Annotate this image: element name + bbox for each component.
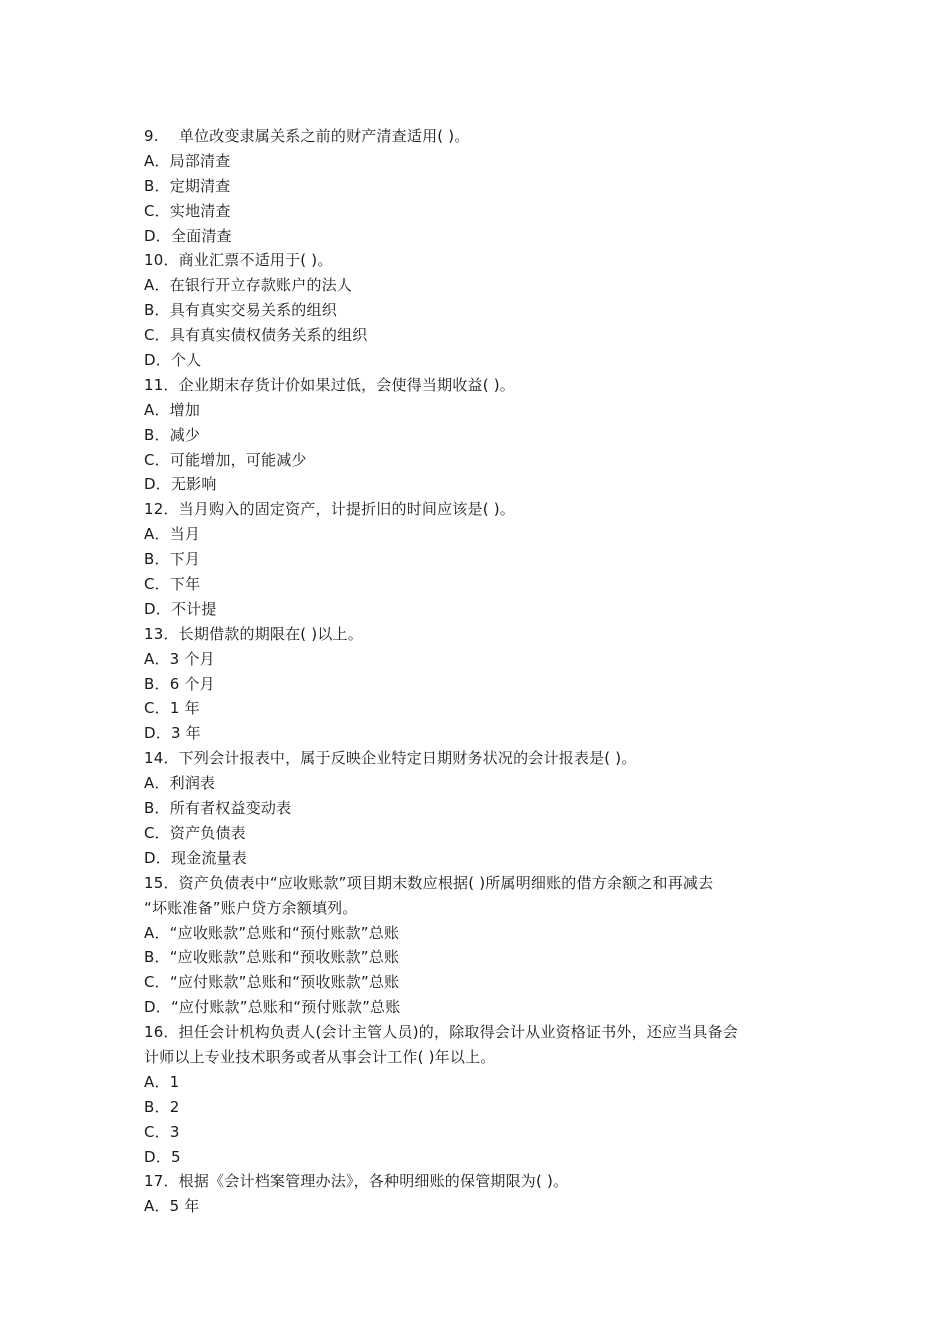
option-a: A．局部清查: [144, 151, 231, 170]
question-15: 15．资产负债表中“应收账款”项目期末数应根据( )所属明细账的借方余额之和再减去: [144, 873, 714, 892]
option-c: C．资产负债表: [144, 823, 246, 842]
question-16: 16．担任会计机构负责人(会计主管人员)的，除取得会计从业资格证书外，还应当具备会: [144, 1023, 738, 1042]
option-c: C．下年: [144, 575, 201, 594]
option-b: B．“应收账款”总账和“预收账款”总账: [144, 948, 400, 967]
option-a: A．3 个月: [144, 649, 215, 668]
option-a: A．1: [144, 1072, 180, 1091]
option-d: D．“应付账款”总账和“预付账款”总账: [144, 998, 401, 1017]
option-c: C．具有真实债权债务关系的组织: [144, 326, 368, 345]
option-b: B．减少: [144, 425, 201, 444]
question-15-continued: “坏账准备”账户贷方余额填列。: [144, 898, 358, 917]
option-d: D．全面清查: [144, 226, 232, 245]
option-d: D．无影响: [144, 475, 217, 494]
option-a: A．在银行开立存款账户的法人: [144, 276, 353, 295]
option-b: B．下月: [144, 550, 201, 569]
question-11: 11．企业期末存货计价如果过低，会使得当期收益( )。: [144, 375, 515, 394]
option-d: D．5: [144, 1147, 181, 1166]
option-c: C．“应付账款”总账和“预收账款”总账: [144, 973, 400, 992]
option-a: A．5 年: [144, 1197, 200, 1216]
option-a: A．“应收账款”总账和“预付账款”总账: [144, 923, 400, 942]
option-c: C．3: [144, 1122, 180, 1141]
option-b: B．定期清查: [144, 176, 231, 195]
option-d: D．个人: [144, 351, 202, 370]
question-10: 10．商业汇票不适用于( )。: [144, 251, 333, 270]
question-17: 17．根据《会计档案管理办法》，各种明细账的保管期限为( )。: [144, 1172, 569, 1191]
option-d: D．不计提: [144, 599, 217, 618]
option-d: D．现金流量表: [144, 848, 247, 867]
option-a: A．增加: [144, 400, 201, 419]
question-13: 13．长期借款的期限在( )以上。: [144, 624, 363, 643]
option-a: A．当月: [144, 525, 201, 544]
option-b: B．具有真实交易关系的组织: [144, 301, 337, 320]
option-d: D．3 年: [144, 724, 201, 743]
option-c: C．1 年: [144, 699, 200, 718]
option-b: B．2: [144, 1097, 180, 1116]
question-12: 12．当月购入的固定资产，计提折旧的时间应该是( )。: [144, 500, 515, 519]
option-a: A．利润表: [144, 774, 216, 793]
question-14: 14．下列会计报表中，属于反映企业特定日期财务状况的会计报表是( )。: [144, 749, 637, 768]
question-list: [144, 124, 814, 1219]
option-c: C．实地清查: [144, 201, 231, 220]
question-9: 9. 单位改变隶属关系之前的财产清查适用( )。: [144, 127, 470, 145]
option-b: B．所有者权益变动表: [144, 799, 292, 818]
option-c: C．可能增加，可能减少: [144, 450, 307, 469]
question-16-continued: 计师以上专业技术职务或者从事会计工作( )年以上。: [144, 1047, 496, 1066]
option-b: B．6 个月: [144, 674, 215, 693]
